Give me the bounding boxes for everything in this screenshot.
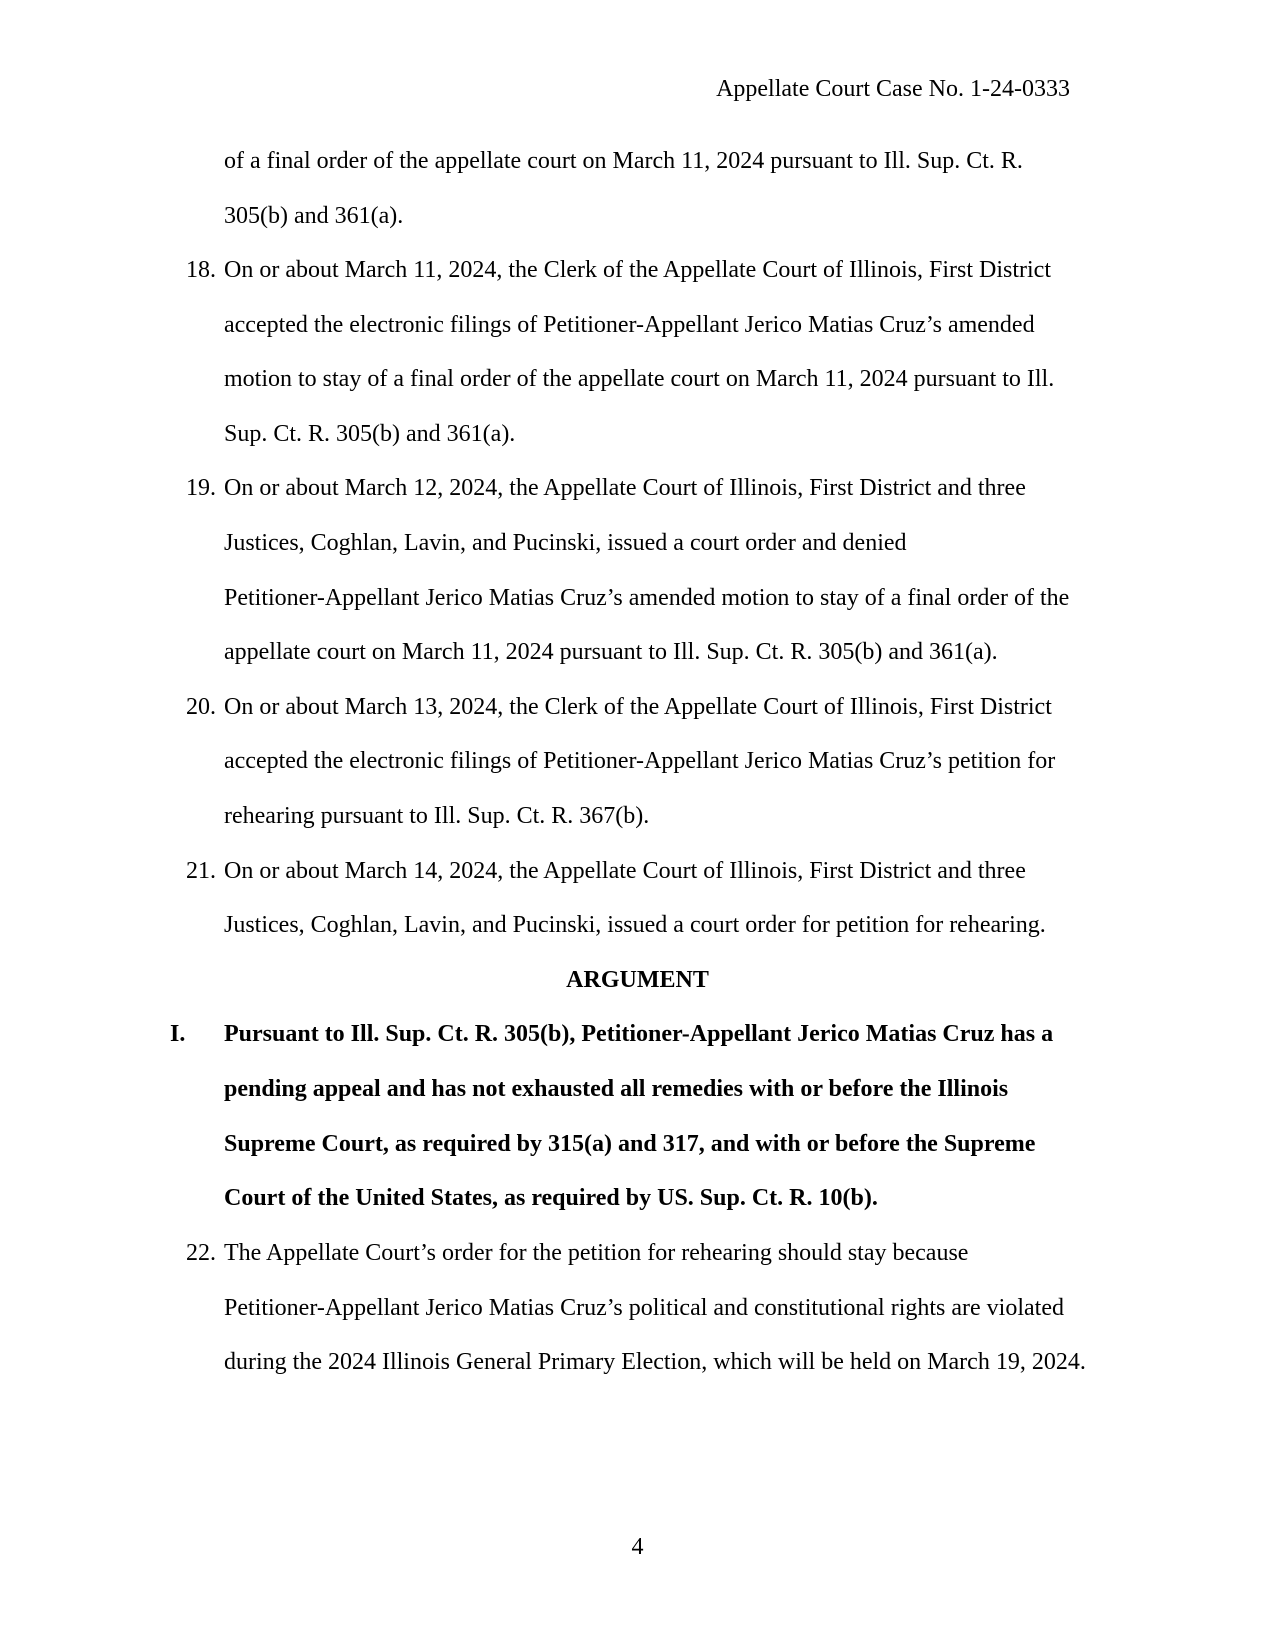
paragraph-number-21: 21.: [186, 858, 216, 884]
text-line: Petitioner-Appellant Jerico Matias Cruz’s amended motion to stay of a final order of the: [224, 585, 1070, 611]
paragraph-number-19: 19.: [186, 475, 216, 501]
text-line: The Appellate Court’s order for the petition for rehearing should stay because: [224, 1240, 969, 1266]
section-heading-line: Court of the United States, as required by US. Sup. Ct. R. 10(b).: [224, 1185, 878, 1211]
text-line: rehearing pursuant to Ill. Sup. Ct. R. 367(b).: [224, 803, 650, 829]
text-line: motion to stay of a final order of the appellate court on March 11, 2024 pursuant to Ill.: [224, 366, 1055, 392]
section-heading-line: pending appeal and has not exhausted all remedies with or before the Illinois: [224, 1076, 1009, 1102]
text-line: Justices, Coghlan, Lavin, and Pucinski, issued a court order for petition for rehearing.: [224, 912, 1046, 938]
text-line: accepted the electronic filings of Petitioner-Appellant Jerico Matias Cruz’s amended: [224, 312, 1035, 338]
text-line: during the 2024 Illinois General Primary Election, which will be held on March 19, 2024.: [224, 1349, 1086, 1375]
argument-heading: ARGUMENT: [566, 967, 709, 993]
text-line: appellate court on March 11, 2024 pursuant to Ill. Sup. Ct. R. 305(b) and 361(a).: [224, 639, 998, 665]
section-heading-line: Supreme Court, as required by 315(a) and 317, and with or before the Supreme: [224, 1131, 1036, 1157]
text-line: On or about March 14, 2024, the Appellate Court of Illinois, First District and three: [224, 858, 1026, 884]
text-line: On or about March 12, 2024, the Appellate Court of Illinois, First District and three: [224, 475, 1026, 501]
paragraph-number-18: 18.: [186, 257, 216, 283]
text-line: Justices, Coghlan, Lavin, and Pucinski, issued a court order and denied: [224, 530, 907, 556]
paragraph-number-22: 22.: [186, 1240, 216, 1266]
text-line: Petitioner-Appellant Jerico Matias Cruz’s political and constitutional rights are violated: [224, 1295, 1064, 1321]
text-line: On or about March 11, 2024, the Clerk of the Appellate Court of Illinois, First District: [224, 257, 1051, 283]
text-line: On or about March 13, 2024, the Clerk of the Appellate Court of Illinois, First District: [224, 694, 1052, 720]
section-heading-line: Pursuant to Ill. Sup. Ct. R. 305(b), Petitioner-Appellant Jerico Matias Cruz has a: [224, 1021, 1054, 1047]
case-number-header: Appellate Court Case No. 1-24-0333: [716, 76, 1070, 102]
text-line: accepted the electronic filings of Petitioner-Appellant Jerico Matias Cruz’s petition for: [224, 748, 1056, 774]
paragraph-number-20: 20.: [186, 694, 216, 720]
page-number: 4: [631, 1534, 644, 1560]
section-number-i: I.: [170, 1021, 186, 1047]
text-line: 305(b) and 361(a).: [224, 203, 404, 229]
text-line: of a final order of the appellate court on March 11, 2024 pursuant to Ill. Sup. Ct. R.: [224, 148, 1023, 174]
text-line: Sup. Ct. R. 305(b) and 361(a).: [224, 421, 516, 447]
